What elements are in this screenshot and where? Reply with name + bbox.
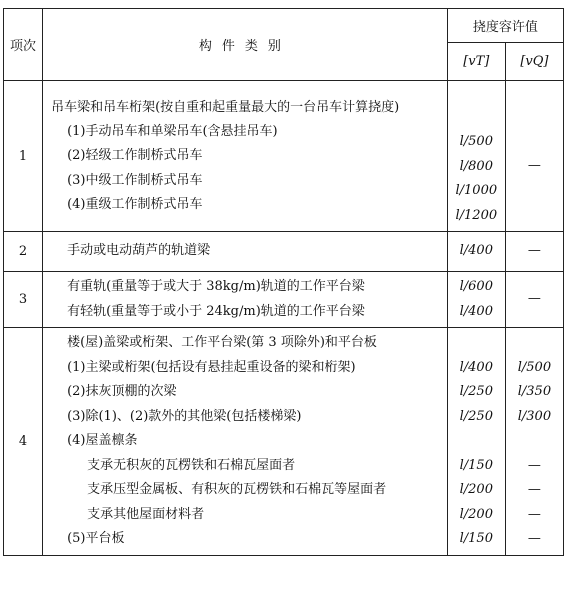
description-line: (1)主梁或桁架(包括设有悬挂起重设备的梁和桁架) — [67, 359, 356, 375]
description-line: (2)抹灰顶棚的次梁 — [67, 384, 177, 399]
description-line: 支承压型金属板、有积灰的瓦楞铁和石棉瓦等屋面者 — [87, 482, 387, 497]
vq-value: — — [527, 482, 541, 497]
vq-value: — — [527, 158, 541, 173]
vt-value: l/400 — [459, 243, 493, 259]
description-line: 支承其他屋面材料者 — [87, 506, 205, 522]
vq-value: l/300 — [517, 408, 552, 424]
vq-values — [505, 81, 563, 232]
row-no: 3 — [4, 272, 43, 328]
description-line: (1)手动吊车和单梁吊车(含悬挂吊车) — [67, 123, 278, 139]
vt-value: l/150 — [459, 457, 493, 473]
vt-value: l/1000 — [455, 183, 498, 198]
description-line: 手动或电动葫芦的轨道梁 — [67, 243, 211, 259]
table-row — [4, 272, 564, 328]
vq-value: — — [527, 291, 541, 307]
description-line: 吊车梁和吊车桁架(按自重和起重量最大的一台吊车计算挠度) — [51, 99, 400, 115]
description-line: (2)轻级工作制桥式吊车 — [67, 148, 203, 163]
row-no: 1 — [4, 81, 43, 232]
vt-value: l/1200 — [455, 207, 498, 223]
vt-value: l/250 — [459, 384, 493, 399]
row-description — [43, 81, 448, 232]
description-line: 支承无积灰的瓦楞铁和石棉瓦屋面者 — [87, 457, 296, 473]
vq-value: — — [527, 243, 541, 259]
row-no: 4 — [4, 328, 43, 556]
vt-values — [447, 81, 505, 232]
vt-value: l/250 — [459, 408, 493, 424]
vq-value: l/350 — [517, 384, 552, 399]
description-line: 楼(屋)盖梁或桁架、工作平台梁(第 3 项除外)和平台板 — [67, 335, 377, 350]
vt-value: l/800 — [459, 158, 493, 174]
vq-value: — — [527, 506, 541, 522]
description-line: (3)中级工作制桥式吊车 — [67, 172, 203, 188]
table-row — [4, 232, 564, 272]
description-line: 有重轨(重量等于或大于 38kg/m)轨道的工作平台梁 — [67, 279, 365, 294]
header-item-no: 项次 — [4, 9, 43, 81]
header-vt: [vT] — [447, 43, 505, 81]
header-category: 构件类别 — [43, 9, 448, 81]
header-vq: [vQ] — [505, 43, 563, 81]
description-line: 有轻轨(重量等于或小于 24kg/m)轨道的工作平台梁 — [67, 303, 365, 319]
row-no: 2 — [4, 232, 43, 272]
description-line: (3)除(1)、(2)款外的其他梁(包括楼梯梁) — [67, 408, 302, 424]
vt-value: l/500 — [459, 134, 493, 149]
table-row — [4, 328, 564, 556]
table-row — [4, 81, 564, 232]
vq-value: — — [527, 531, 541, 546]
row-description — [43, 232, 448, 272]
vt-value: l/150 — [459, 531, 493, 546]
vt-value: l/200 — [459, 482, 493, 497]
vq-value: l/500 — [517, 359, 552, 375]
vt-value: l/600 — [459, 279, 493, 294]
vt-value: l/400 — [459, 359, 493, 375]
vq-value: — — [527, 457, 541, 473]
description-line: (5)平台板 — [67, 531, 125, 546]
deflection-table — [3, 8, 564, 556]
row-description — [43, 272, 448, 328]
vt-value: l/400 — [459, 303, 493, 319]
header-allowed-deflection: 挠度容许值 — [447, 9, 563, 43]
vt-value: l/200 — [459, 506, 493, 522]
description-line: (4)重级工作制桥式吊车 — [67, 197, 203, 212]
row-description — [43, 328, 448, 556]
description-line: (4)屋盖檩条 — [67, 433, 138, 448]
